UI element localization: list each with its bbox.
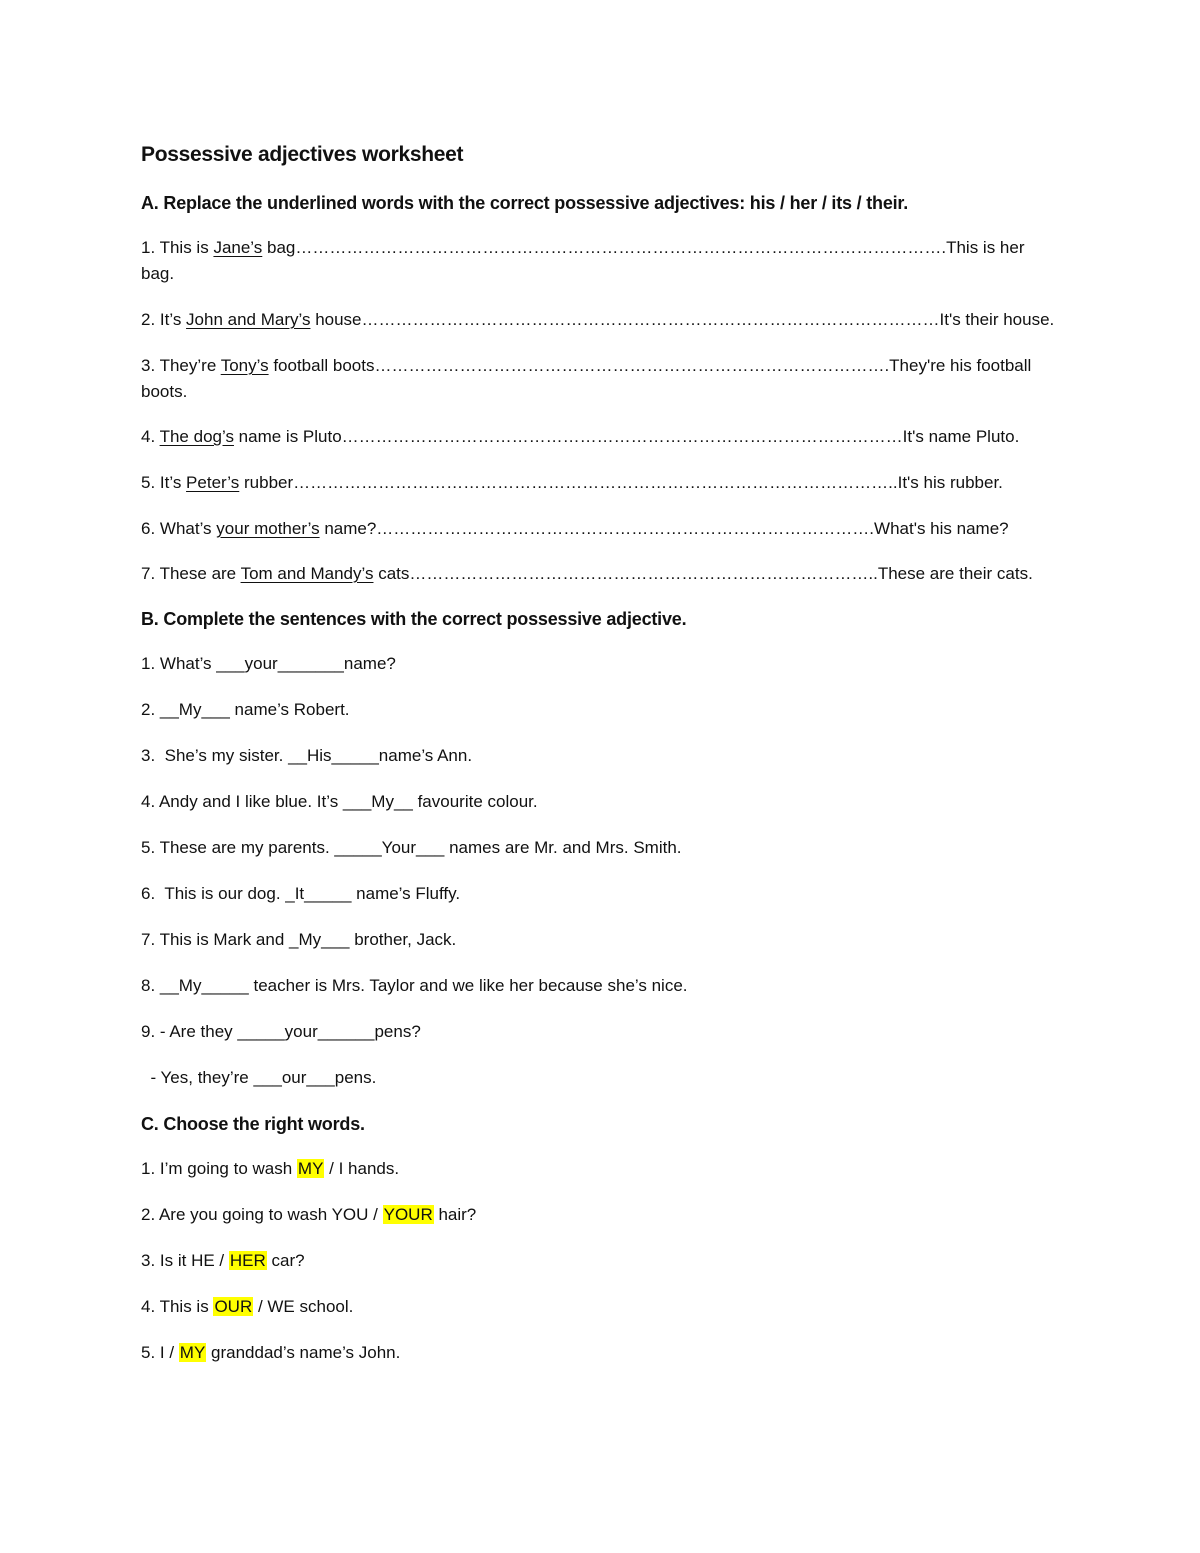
section-b-heading: B. Complete the sentences with the correct possessive adjective.	[141, 609, 687, 629]
section-c-item-2	[141, 1202, 1061, 1228]
highlighted-answer: HER	[229, 1251, 266, 1270]
section-a-item-4	[141, 424, 1061, 450]
item-answer: name?…………………………………………………………………………….What's his name?	[319, 519, 1009, 538]
item-text: 7. These are	[141, 564, 241, 583]
section-a-item-6	[141, 516, 1061, 542]
section-c-heading: C. Choose the right words.	[141, 1114, 365, 1134]
item-text: 2. Are you going to wash YOU /	[141, 1205, 383, 1224]
underlined-words: Tony’s	[220, 356, 269, 375]
section-a-heading: A. Replace the underlined words with the correct possessive adjectives: his / her / its / their.	[141, 193, 909, 213]
section-c-item-5	[141, 1340, 1061, 1366]
section-b-item-5: 5. These are my parents. _____Your___ names are Mr. and Mrs. Smith.	[141, 838, 682, 857]
item-answer: name is Pluto………………………………………………………………………………………It's name Pluto.	[233, 427, 1020, 446]
item-answer: house…………………………………………………………………………………………It's their house.	[310, 310, 1055, 329]
section-b-item-4: 4. Andy and I like blue. It’s ___My__ favourite colour.	[141, 792, 538, 811]
item-text: 2. It’s	[141, 310, 187, 329]
section-b-item-8: 8. __My_____ teacher is Mrs. Taylor and we like her because she’s nice.	[141, 976, 688, 995]
highlighted-answer: YOUR	[383, 1205, 433, 1224]
highlighted-answer: MY	[297, 1159, 324, 1178]
item-text: car?	[266, 1251, 305, 1270]
item-text: 1. I’m going to wash	[141, 1159, 297, 1178]
section-c-item-1	[141, 1156, 1061, 1182]
section-b-item-9-answer: - Yes, they’re ___our___pens.	[141, 1068, 377, 1087]
item-text: 6. What’s	[141, 519, 217, 538]
underlined-words: Jane’s	[213, 238, 263, 257]
section-b-item-3: 3. She’s my sister. __His_____name’s Ann.	[141, 746, 473, 765]
item-text: 4.	[141, 427, 160, 446]
section-c-item-4	[141, 1294, 1061, 1320]
item-answer: cats………………………………………………………………………..These are their cats.	[373, 564, 1033, 583]
item-answer: football boots……………………………………………………………………………….They're his football boots.	[141, 356, 1032, 401]
page-title: Possessive adjectives worksheet	[141, 143, 464, 166]
item-text: 5. I /	[141, 1343, 179, 1362]
underlined-words: The dog’s	[159, 427, 234, 446]
item-answer: bag…………………………………………………………………………………………………….This is her bag.	[141, 238, 1025, 283]
item-answer: rubber……………………………………………………………………………………………..It's his rubber.	[239, 473, 1003, 492]
item-text: granddad’s name’s John.	[206, 1343, 401, 1362]
item-text: 4. This is	[141, 1297, 214, 1316]
section-a-item-1	[141, 235, 1061, 287]
item-text: 1. This is	[141, 238, 214, 257]
section-c-item-3	[141, 1248, 1061, 1274]
section-b-item-1: 1. What’s ___your_______name?	[141, 654, 396, 673]
underlined-words: your mother’s	[216, 519, 320, 538]
section-a-item-7	[141, 561, 1061, 587]
item-text: hair?	[433, 1205, 477, 1224]
section-b-item-6: 6. This is our dog. _It_____ name’s Fluffy.	[141, 884, 461, 903]
section-b-item-7: 7. This is Mark and _My___ brother, Jack.	[141, 930, 457, 949]
underlined-words: Peter’s	[186, 473, 240, 492]
item-text: 5. It’s	[141, 473, 187, 492]
section-a-item-5	[141, 470, 1061, 496]
worksheet-content	[141, 140, 1061, 1386]
item-text: 3. Is it HE /	[141, 1251, 229, 1270]
item-text: / I hands.	[324, 1159, 400, 1178]
highlighted-answer: OUR	[214, 1297, 253, 1316]
underlined-words: John and Mary’s	[186, 310, 311, 329]
underlined-words: Tom and Mandy’s	[240, 564, 374, 583]
highlighted-answer: MY	[179, 1343, 206, 1362]
section-a-item-2	[141, 307, 1061, 333]
section-b-item-9: 9. - Are they _____your______pens?	[141, 1022, 421, 1041]
item-text: 3. They’re	[141, 356, 221, 375]
item-text: / WE school.	[253, 1297, 354, 1316]
section-a-item-3	[141, 353, 1061, 405]
section-b-item-2: 2. __My___ name’s Robert.	[141, 700, 350, 719]
